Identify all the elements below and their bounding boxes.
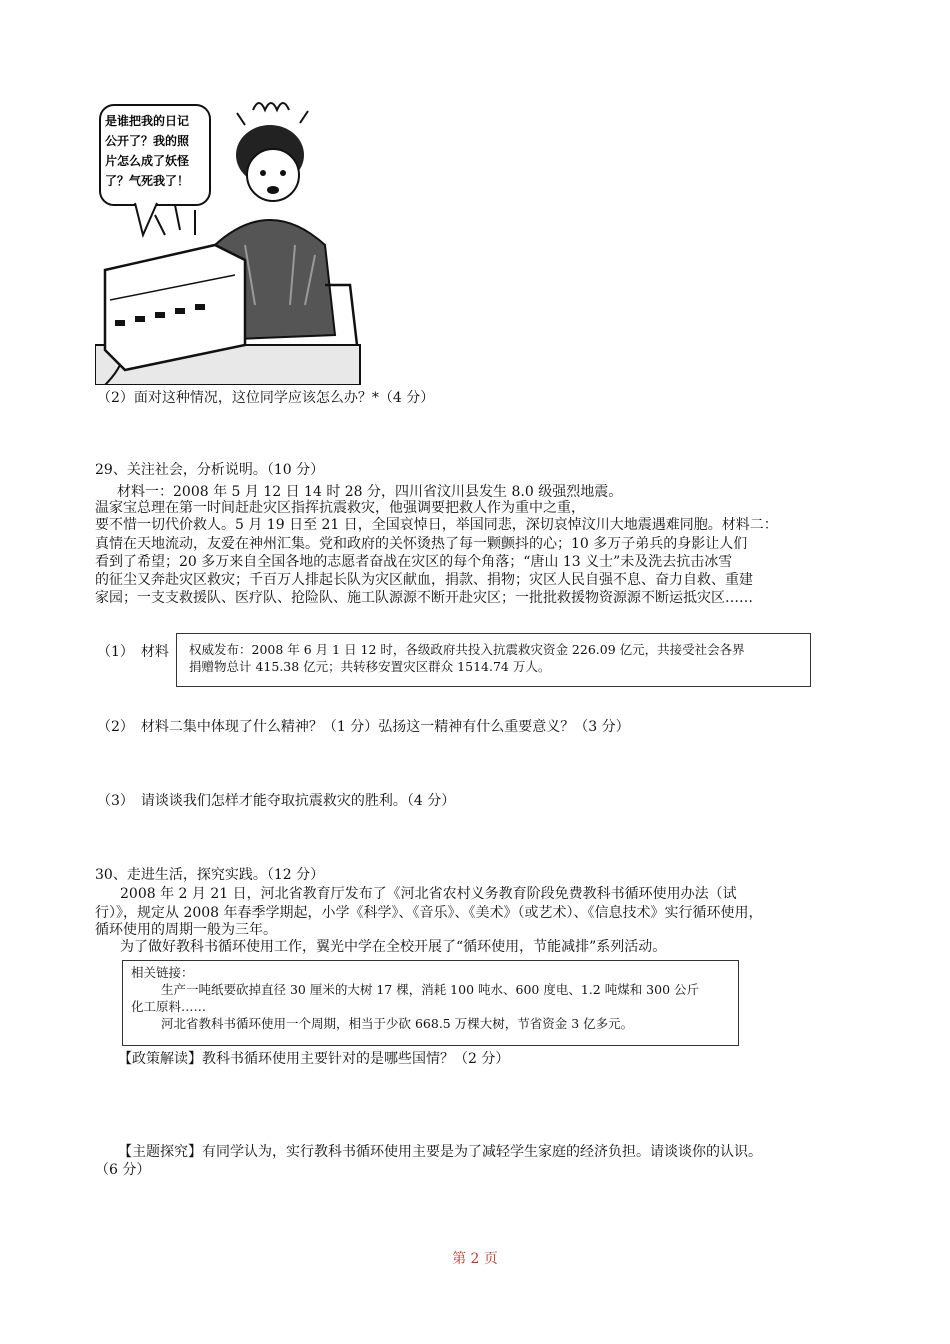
bubble-line-4: 了？气死我了！ — [105, 174, 190, 188]
q29-material-line-1: 材料一：2008 年 5 月 12 日 14 时 28 分，四川省汶川县发生 8.0 级强烈地震。 — [117, 484, 623, 500]
q29-material-line-6: 的征尘又奔赴灾区救灾；千百万人排起长队为灾区献血，捐款、捐物；灾区人民自强不息、奋力自救、重建 — [95, 572, 753, 588]
q30-topic-line-2: （6 分） — [95, 1162, 151, 1178]
q30-line-4: 为了做好教科书循环使用工作，翼光中学在全校开展了“循环使用，节能减排”系列活动。 — [120, 939, 667, 955]
page-number: 第 2 页 — [452, 1251, 498, 1267]
q30-link-line-3: 河北省教科书循环使用一个周期，相当于少砍 668.5 万棵大树，节省资金 3 亿多元。 — [161, 1016, 634, 1031]
bubble-line-2: 公开了？我的照 — [105, 134, 190, 148]
q30-topic-line-1: 【主题探究】有同学认为，实行教科书循环使用主要是为了减轻学生家庭的经济负担。请谈谈你的认识。 — [118, 1144, 762, 1160]
q29-material-line-7: 家园；一支支救援队、医疗队、抢险队、施工队源源不断开赴灾区；一批批救援物资源源不断运抵灾区…… — [95, 590, 753, 606]
bubble-line-3: 片怎么成了妖怪 — [105, 154, 190, 168]
q29-info-box — [176, 633, 811, 687]
q30-title: 30、走进生活，探究实践。（12 分） — [95, 867, 325, 883]
q30-line-2: 行）》，规定从 2008 年春季学期起，小学《科学》、《音乐》、《美术》（或艺术）、《信息技术》实行循环使用， — [95, 905, 763, 921]
q29-material-line-4: 真情在天地流动，友爱在神州汇集。党和政府的关怀烫热了每一颗颤抖的心；10 多万子弟兵的身影让人们 — [95, 536, 748, 552]
bubble-line-1: 是谁把我的日记 — [105, 114, 190, 128]
q30-link-box — [122, 960, 739, 1046]
q30-link-title: 相关链接： — [131, 965, 194, 980]
cartoon-illustration — [95, 95, 367, 385]
q30-line-3: 循环使用的周期一般为三年。 — [95, 922, 277, 938]
q29-info-line-1: 权威发布：2008 年 6 月 1 日 12 时，各级政府共投入抗震救灾资金 226.09 亿元，共接受社会各界 — [189, 642, 745, 657]
q29-sub2: （2） 材料二集中体现了什么精神？（1 分）弘扬这一精神有什么重要意义？（3 分） — [97, 719, 630, 735]
q30-link-line-1: 生产一吨纸要砍掉直径 30 厘米的大树 17 棵，消耗 100 吨水、600 度电、1.2 吨煤和 300 公斤 — [161, 982, 700, 997]
q29-material-line-3: 要不惜一切代价救人。5 月 19 日至 21 日，全国哀悼日，举国同悲，深切哀悼汶川大地震遇难同胞。材料二： — [95, 517, 778, 533]
q30-link-line-2: 化工原料…… — [131, 999, 207, 1014]
q29-material-line-2: 温家宝总理在第一时间赶赴灾区指挥抗震救灾，他强调要把救人作为重中之重， — [95, 500, 585, 516]
q28-sub2: （2）面对这种情况，这位同学应该怎么办？*（4 分） — [97, 390, 435, 406]
q30-policy: 【政策解读】教科书循环使用主要针对的是哪些国情？（2 分） — [118, 1051, 510, 1067]
q30-line-1: 2008 年 2 月 21 日，河北省教育厅发布了《河北省农村义务教育阶段免费教科书循环使用办法（试 — [120, 886, 737, 902]
q29-title: 29、关注社会，分析说明。（10 分） — [95, 462, 325, 478]
q29-info-line-2: 捐赠物总计 415.38 亿元；共转移安置灾区群众 1514.74 万人。 — [189, 659, 551, 674]
q29-sub1-prefix: （1） 材料 — [97, 644, 169, 660]
q29-material-line-5: 看到了希望；20 多万来自全国各地的志愿者奋战在灾区的每个角落；“唐山 13 义士”未及洗去抗击冰雪 — [95, 554, 733, 570]
q29-sub3: （3） 请谈谈我们怎样才能夺取抗震救灾的胜利。（4 分） — [97, 793, 456, 809]
